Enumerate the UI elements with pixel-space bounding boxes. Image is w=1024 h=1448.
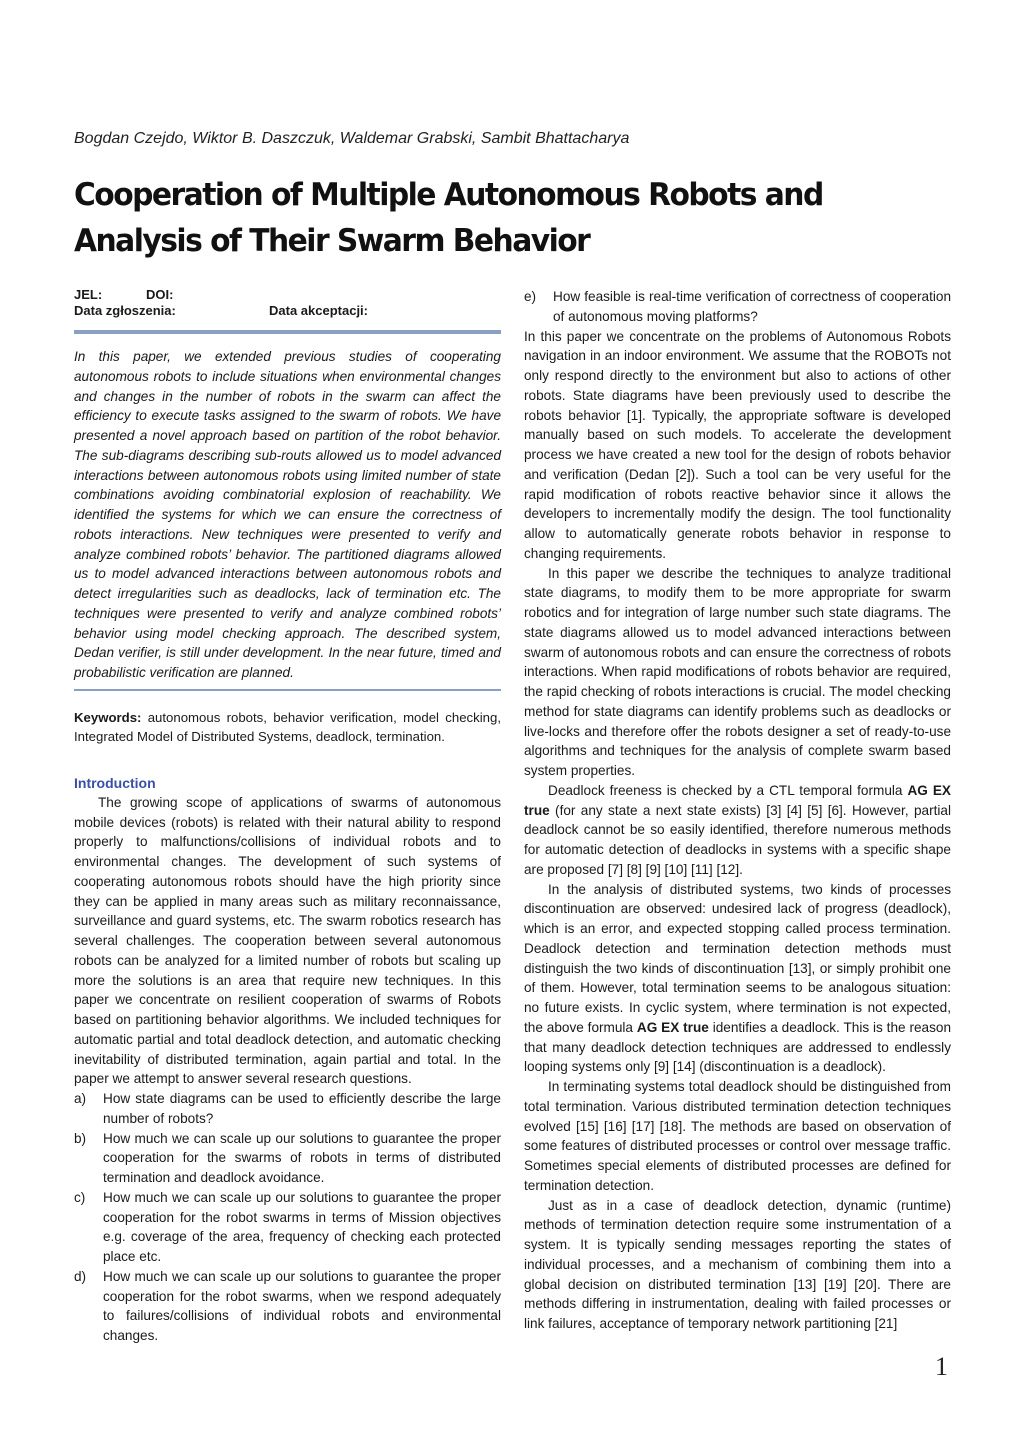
- list-item-text: How state diagrams can be used to efficiently describe the large number of robots?: [103, 1091, 501, 1126]
- doi-label: DOI:: [146, 287, 174, 302]
- abstract: In this paper, we extended previous studies of cooperating autonomous robots to include situations when environmental changes and changes in the number of robots in the swarm can affect the efficiency to execute tasks assigned to the swarm of robots. We have presented a novel approach based on partition of the robot behavior. The sub-diagrams describing sub-routs allowed us to model advanced interactions between autonomous robots using limited number of state combinations avoiding combinatorial explosion of reachability. We identified the systems for which we can ensure the correctness of robots interactions. New techniques were presented to verify and analyze combined robots’ behavior. The partitioned diagrams allowed us to model advanced interactions between autonomous robots and detect irregularities such as deadlocks, lack of termination etc. The techniques were presented to verify and analyze combined robots’ behavior using model checking approach. The described system, Dedan verifier, is still under development. In the near future, timed and probabilistic verification are planned.: [74, 349, 501, 680]
- list-item-text: How much we can scale up our solutions to guarantee the proper cooperation for the robot swarms in terms of Mission objectives e.g. coverage of the area, frequency of checking each protected place etc.: [103, 1189, 501, 1264]
- list-item-label: b): [74, 1130, 87, 1146]
- submission-date-label: Data zgłoszenia:: [74, 303, 176, 318]
- acceptance-date-label: Data akceptacji:: [269, 303, 368, 318]
- keywords-text: autonomous robots, behavior verification, model checking, Integrated Model of Distributed Systems, deadlock, termination.: [74, 709, 501, 745]
- paragraph: The growing scope of applications of swarms of autonomous mobile devices (robots) is related with their natural ability to respond properly to malfunctions/collisions of individual robots and to environmental changes. The development of such systems of cooperating autonomous robots should have the high priority since they can be applied in many areas such as military reconnaissance, surveillance and guard systems, etc. The swarm robotics research has several challenges. The cooperation between several autonomous robots can be analyzed for a limited number of robots but scaling up more the solutions is an area that require new techniques. In this paper we concentrate on resilient cooperation of swarms of Robots based on partitioning behavior algorithms. We included techniques for automatic partial and total deadlock detection, and automatic checking inevitability of distributed termination, again partial and total. In the paper we attempt to answer several research questions.: [74, 794, 501, 1087]
- list-item-text: How feasible is real-time verification of correctness of cooperation of autonomous moving platforms?: [553, 289, 951, 324]
- metadata-block: [74, 287, 501, 319]
- paragraph: [524, 781, 951, 880]
- keywords-label: Keywords:: [74, 709, 142, 725]
- list-item: [524, 287, 951, 327]
- paragraph-text: (for any state a next state exists) [3] [4] [5] [6]. However, partial deadlock cannot be so easily identified, therefore numerous methods for automatic detection of deadlocks in systems with a specific shape are proposed [7] [8] [9] [10] [11] [12].: [524, 802, 951, 877]
- paragraph-text: identifies a deadlock. This is the reason that many deadlock detection techniques are addressed to endlessly looping systems only [9] [14] (discontinuation is a deadlock).: [524, 1019, 952, 1075]
- list-item-label: a): [74, 1091, 87, 1106]
- list-item: [74, 1129, 501, 1188]
- list-item-text: How much we can scale up our solutions to guarantee the proper cooperation for the swarms of robots in terms of distributed termination and deadlock avoidance.: [103, 1130, 501, 1185]
- jel-label: JEL:: [74, 287, 103, 302]
- keywords: [74, 708, 501, 747]
- page-number: 1: [935, 1352, 948, 1381]
- paragraph: In this paper we concentrate on the problems of Autonomous Robots navigation in an indoor environment. We assume that the ROBOTs not only respond directly to the environment but also to actions of other robots. State diagrams have been previously used to describe the robots behavior [1]. Typically, the appropriate software is developed manually based on such models. To accelerate the development process we have created a new tool for the design of robots behavior and verification (Dedan [2]). Such a tool can be very useful for the rapid modification of robots reactive behavior since it allows the developers to incrementally modify the design. The tool functionality allow to automatically generate robots behavior in response to changing requirements.: [524, 328, 951, 561]
- paragraph: In this paper we describe the techniques to analyze traditional state diagrams, to modify them to be more appropriate for swarm robotics and for integration of large number such state diagrams. The state diagrams allowed us to model advanced interactions between swarm of autonomous robots and can ensure the correctness of robots interactions. When rapid modifications of robots behavior are required, the rapid checking of robots interactions is crucial. The model checking method for state diagrams can identify problems such as deadlocks or live-locks and therefore offer the robots designer a set of ready-to-use algorithms and techniques for the analysis of complete swarm based system properties.: [524, 565, 951, 778]
- list-item: [74, 1089, 501, 1129]
- list-item-label: c): [74, 1189, 86, 1205]
- ctl-formula: AG EX true: [636, 1019, 709, 1035]
- paragraph: In terminating systems total deadlock should be distinguished from total termination. Various distributed termination detection techniques evolved [15] [16] [17] [18]. The methods are based on observation of some features of distributed processes or control over message traffic. Sometimes special elements of distributed processes are defined for termination detection.: [524, 1079, 951, 1193]
- paragraph-text: Deadlock freeness is checked by a CTL temporal formula: [548, 782, 908, 798]
- right-column: [524, 287, 951, 1334]
- divider: [74, 689, 501, 691]
- list-item-text: How much we can scale up our solutions to guarantee the proper cooperation for the robot swarms, when we respond adequately to failures/collisions of individual robots and environmental changes.: [103, 1268, 501, 1343]
- list-item: [74, 1267, 501, 1346]
- section-heading-introduction: Introduction: [74, 774, 156, 791]
- paragraph: Just as in a case of deadlock detection, dynamic (runtime) methods of termination detection require some instrumentation of a system. It is typically sending messages reporting the states of individual processes, and a mechanism of combining them into a global decision on distributed termination [13] [19] [20]. There are methods differing in instrumentation, dealing with failed processes or link failures, acceptance of temporary network partitioning [21]: [524, 1197, 951, 1331]
- authors-line: Bogdan Czejdo, Wiktor B. Daszczuk, Waldemar Grabski, Sambit Bhattacharya: [74, 130, 630, 147]
- list-item-label: d): [74, 1268, 87, 1284]
- left-column: [74, 287, 501, 1346]
- paragraph-text: In the analysis of distributed systems, two kinds of processes discontinuation are observed: undesired lack of progress (deadlock), which is an error, and expected stopping called process termination. Deadlock detection and termination detection methods must distinguish the two kinds of discontinuation [13], or simply prohibit one of them. However, total termination seems to be analogous situation: no future exists. In cyclic system, where termination is not expected, the above formula: [524, 881, 951, 1035]
- paper-title: Cooperation of Multiple Autonomous Robots and Analysis of Their Swarm Behavior: [74, 177, 823, 259]
- list-item-label: e): [524, 289, 537, 304]
- list-item: [74, 1188, 501, 1267]
- divider: [74, 330, 501, 334]
- research-questions: [74, 1089, 501, 1346]
- ctl-formula: AG EX true: [524, 782, 951, 818]
- paragraph: [524, 880, 951, 1078]
- research-questions-continued: [524, 287, 951, 327]
